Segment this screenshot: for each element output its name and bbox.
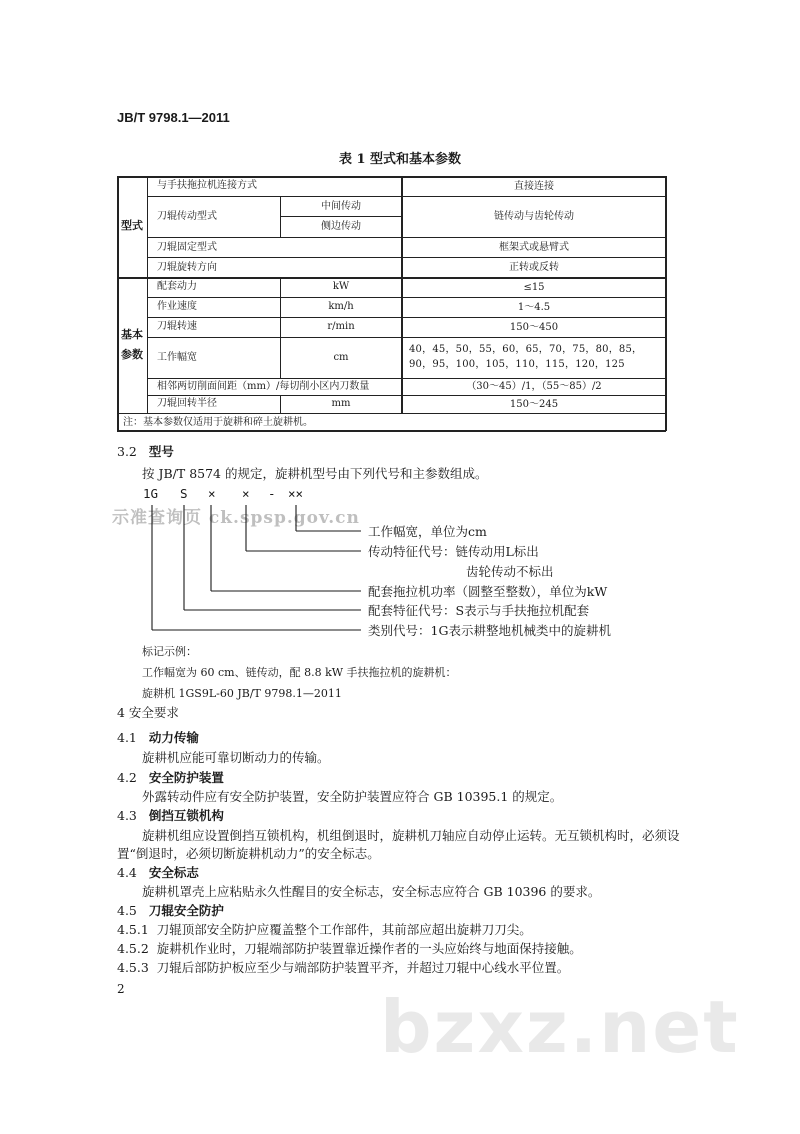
section-4-4-heading bbox=[117, 865, 199, 881]
value-drive-type: 链传动与齿轮传动 bbox=[494, 211, 574, 222]
desc-drive-gear: 齿轮传动不标出 bbox=[466, 564, 554, 579]
unit-rpm: r/min bbox=[327, 321, 355, 332]
page-number: 2 bbox=[117, 982, 125, 996]
code-part-drive: × bbox=[242, 486, 250, 501]
table-caption: 表 1 型式和基本参数 bbox=[338, 152, 462, 167]
section-4-1-heading bbox=[117, 730, 199, 746]
group-label-type: 型式 bbox=[121, 219, 143, 232]
example-title: 标记示例： bbox=[142, 645, 197, 658]
label-rpm: 刀辊转速 bbox=[157, 321, 197, 332]
value-radius: 150～245 bbox=[509, 399, 559, 410]
section-4-3-text-2: 置“倒退时，必须切断旋耕机动力”的安全标志。 bbox=[117, 846, 380, 861]
code-part-dash: - bbox=[268, 486, 276, 501]
drive-sub-middle: 中间传动 bbox=[321, 201, 361, 212]
value-rpm: 150～450 bbox=[509, 322, 559, 333]
label-drive-type: 刀辊传动型式 bbox=[157, 211, 217, 222]
section-4-5-2 bbox=[117, 941, 582, 957]
label-rotation: 刀辊旋转方向 bbox=[157, 262, 217, 273]
code-part-1g: 1G bbox=[143, 486, 159, 501]
section-3-2-intro: 按 JB/T 8574 的规定，旋耕机型号由下列代号和主参数组成。 bbox=[142, 466, 488, 481]
section-4-5-heading bbox=[117, 903, 224, 919]
example-line-2: 旋耕机 1GS9L-60 JB/T 9798.1—2011 bbox=[142, 687, 342, 700]
section-4-3-heading bbox=[117, 808, 224, 824]
section-4-heading: 4 安全要求 bbox=[117, 705, 179, 720]
drive-sub-side: 侧边传动 bbox=[321, 221, 361, 232]
section-4-1-text: 旋耕机应能可靠切断动力的传输。 bbox=[142, 750, 330, 765]
desc-power: 配套拖拉机功率（圆整至整数），单位为kW bbox=[368, 584, 608, 599]
section-title: 刀辊安全防护 bbox=[148, 903, 224, 918]
label-spacing: 相邻两切削面间距（mm）/每切削小区内刀数量 bbox=[157, 381, 370, 392]
value-fix-type: 框架式或悬臂式 bbox=[499, 242, 569, 253]
section-title: 安全防护装置 bbox=[148, 770, 224, 785]
desc-match: 配套特征代号：S表示与手扶拖拉机配套 bbox=[368, 603, 590, 618]
code-part-s: S bbox=[180, 486, 188, 501]
value-rotation: 正转或反转 bbox=[509, 262, 559, 273]
value-speed: 1～4.5 bbox=[517, 302, 551, 313]
section-number: 3.2 bbox=[117, 444, 137, 459]
document-code: JB/T 9798.1—2011 bbox=[117, 110, 230, 125]
section-number: 4.3 bbox=[117, 808, 137, 823]
label-speed: 作业速度 bbox=[157, 301, 197, 312]
section-4-5-3 bbox=[117, 960, 569, 976]
section-title: 动力传输 bbox=[148, 730, 199, 745]
group-label-basic: 参数 bbox=[121, 348, 143, 361]
code-part-width: ×× bbox=[288, 486, 304, 501]
code-part-power: × bbox=[208, 486, 216, 501]
label-width: 工作幅宽 bbox=[157, 352, 197, 363]
section-text: 刀辊后部防护板应至少与端部防护装置平齐，并超过刀辊中心线水平位置。 bbox=[156, 960, 570, 975]
section-number: 4.5.3 bbox=[117, 960, 149, 975]
unit-radius: mm bbox=[331, 398, 351, 409]
label-connection: 与手扶拖拉机连接方式 bbox=[157, 180, 257, 191]
unit-power: kW bbox=[332, 281, 350, 292]
desc-width: 工作幅宽，单位为cm bbox=[368, 524, 487, 539]
section-4-2-heading bbox=[117, 770, 224, 786]
section-title: 安全标志 bbox=[148, 865, 199, 880]
section-4-2-text: 外露转动件应有安全防护装置，安全防护装置应符合 GB 10395.1 的规定。 bbox=[142, 789, 563, 804]
label-radius: 刀辊回转半径 bbox=[157, 398, 217, 409]
section-title: 型号 bbox=[148, 444, 174, 459]
section-number: 4.5.2 bbox=[117, 941, 149, 956]
value-power: ≤15 bbox=[523, 282, 545, 293]
unit-width: cm bbox=[333, 352, 349, 363]
unit-speed: km/h bbox=[328, 301, 354, 312]
section-text: 刀辊顶部安全防护应覆盖整个工作部件，其前部应超出旋耕刀刀尖。 bbox=[156, 922, 532, 937]
label-fix-type: 刀辊固定型式 bbox=[157, 242, 217, 253]
watermark-brand: bzxz.net bbox=[380, 985, 740, 1069]
section-number: 4.2 bbox=[117, 770, 137, 785]
section-text: 旋耕机作业时，刀辊端部防护装置靠近操作者的一头应始终与地面保持接触。 bbox=[156, 941, 582, 956]
section-number: 4.5.1 bbox=[117, 922, 149, 937]
watermark-site: 示准查询页 ck.spsp.gov.cn bbox=[112, 508, 360, 528]
section-4-4-text: 旋耕机罩壳上应粘贴永久性醒目的安全标志，安全标志应符合 GB 10396 的要求。 bbox=[142, 884, 601, 899]
value-width: 40，45，50，55，60，65，70，75，80，85，90，95，100，105，110，115，120，125 bbox=[409, 344, 643, 370]
section-number: 4.5 bbox=[117, 903, 137, 918]
label-power: 配套动力 bbox=[157, 281, 197, 292]
example-line-1: 工作幅宽为 60 cm、链传动，配 8.8 kW 手扶拖拉机的旋耕机： bbox=[142, 666, 457, 679]
section-4-5-1 bbox=[117, 922, 532, 938]
value-spacing: （30～45）/1，（55～85）/2 bbox=[466, 381, 602, 392]
section-number: 4.4 bbox=[117, 865, 137, 880]
desc-category: 类别代号：1G表示耕整地机械类中的旋耕机 bbox=[368, 623, 611, 638]
section-4-3-text-1: 旋耕机组应设置倒挡互锁机构，机组倒退时，旋耕机刀轴应自动停止运转。无互锁机构时，必须设 bbox=[142, 828, 680, 843]
group-label-basic: 基本 bbox=[121, 328, 143, 341]
desc-drive: 传动特征代号：链传动用L标出 bbox=[368, 544, 539, 559]
table-note: 注：基本参数仅适用于旋耕和碎土旋耕机。 bbox=[123, 417, 313, 428]
section-number: 4.1 bbox=[117, 730, 137, 745]
value-connection: 直接连接 bbox=[514, 181, 554, 192]
section-title: 倒挡互锁机构 bbox=[148, 808, 224, 823]
